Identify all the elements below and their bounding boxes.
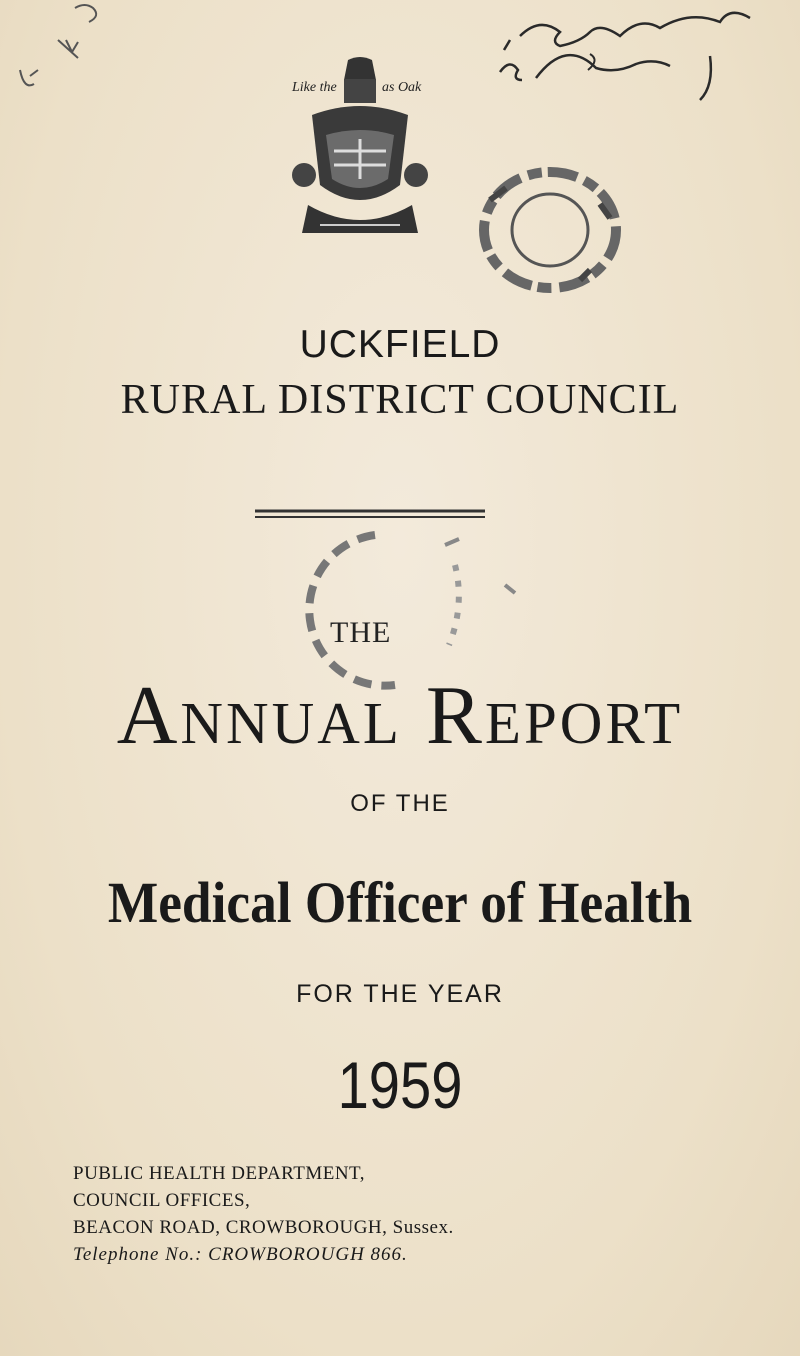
report-title: Annual Report <box>116 669 684 762</box>
address-line-street: BEACON ROAD, CROWBOROUGH, Sussex. <box>73 1217 454 1238</box>
connector-text: OF THE <box>350 790 450 817</box>
article-the: THE <box>330 616 392 649</box>
handwritten-signature-icon <box>480 0 800 110</box>
report-year: 1959 <box>337 1048 463 1122</box>
period-label: FOR THE YEAR <box>296 980 504 1008</box>
telephone-number: Telephone No.: CROWBOROUGH 866. <box>73 1244 408 1265</box>
address-line-offices: COUNCIL OFFICES, <box>73 1190 251 1211</box>
report-subject: Medical Officer of Health <box>107 870 693 935</box>
organisation-name: UCKFIELD <box>299 323 501 366</box>
council-name: RURAL DISTRICT COUNCIL <box>120 377 680 423</box>
motto-right: as Oak <box>382 80 422 95</box>
library-stamp-icon <box>470 160 630 300</box>
motto-left: Like the <box>292 80 337 95</box>
address-block <box>73 1160 454 1268</box>
coat-of-arms-icon <box>290 55 430 255</box>
address-line-department: PUBLIC HEALTH DEPARTMENT, <box>73 1163 365 1184</box>
pencil-marks-icon <box>0 0 200 120</box>
